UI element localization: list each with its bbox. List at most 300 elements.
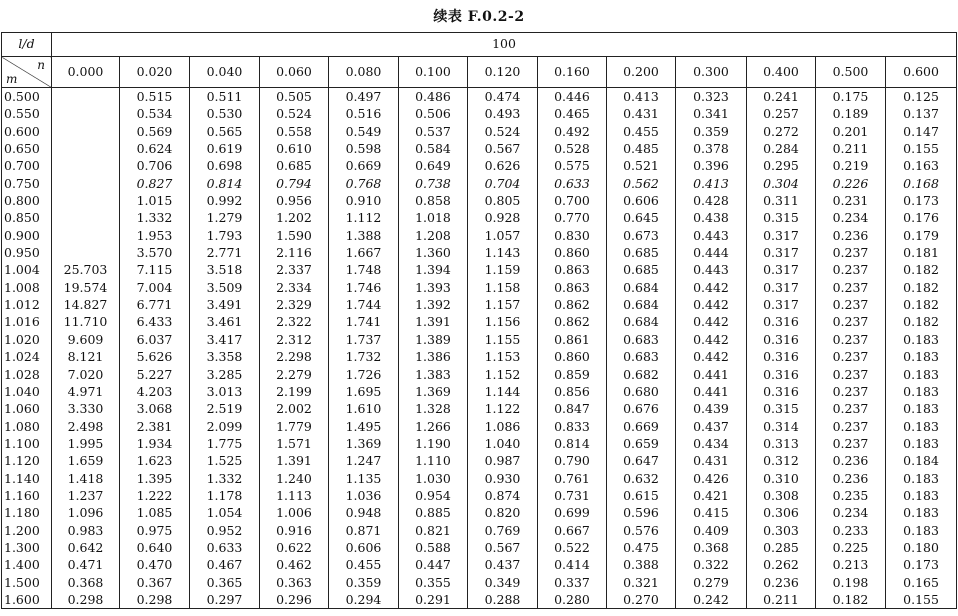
value-cell: 1.054: [206, 505, 243, 521]
value-cell: 1.222: [136, 487, 173, 503]
value-cell: 0.622: [276, 539, 312, 555]
value-cell: 3.518: [206, 262, 243, 278]
value-cell: 0.569: [136, 123, 173, 139]
value-cell: 0.285: [763, 539, 799, 555]
value-cell: 0.317: [763, 227, 799, 243]
value-cell: 0.669: [345, 158, 382, 174]
m-value-cell: 1.300: [4, 539, 40, 555]
value-cell: 0.534: [136, 106, 173, 122]
value-cell: [52, 88, 119, 105]
value-cell: 0.198: [832, 574, 869, 590]
value-cell: 0.176: [903, 210, 939, 226]
value-cell: 0.317: [763, 297, 799, 313]
value-cell: 1.418: [67, 470, 104, 486]
value-cell: 1.995: [67, 435, 104, 451]
value-cell: 0.315: [763, 401, 799, 417]
value-cell: 0.680: [623, 383, 659, 399]
value-cell: 0.184: [903, 453, 939, 469]
value-cell: 0.659: [623, 435, 659, 451]
value-column: [52, 88, 120, 609]
value-cell: 11.710: [63, 314, 108, 330]
value-column: [120, 88, 190, 609]
value-cell: 0.163: [903, 158, 939, 174]
value-cell: 0.438: [693, 210, 729, 226]
value-column: [538, 88, 607, 609]
value-cell: 0.272: [763, 123, 799, 139]
value-cell: 0.168: [903, 175, 939, 191]
n-value-header: 0.300: [676, 57, 747, 88]
value-cell: 2.312: [276, 331, 312, 347]
header-row-n: [2, 57, 957, 88]
value-cell: 0.830: [554, 227, 590, 243]
value-cell: 1.695: [345, 383, 382, 399]
value-cell: 1.746: [345, 279, 382, 295]
value-cell: 0.860: [554, 245, 590, 261]
value-cell: 0.649: [415, 158, 451, 174]
value-cell: 0.506: [415, 106, 451, 122]
value-cell: 0.414: [554, 557, 590, 573]
value-cell: 0.930: [484, 470, 521, 486]
value-cell: 1.328: [415, 401, 451, 417]
value-cell: 0.165: [903, 574, 939, 590]
value-cell: 2.381: [136, 418, 173, 434]
value-cell: 0.225: [832, 539, 869, 555]
value-cell: 1.623: [136, 453, 173, 469]
m-value-cell: 1.008: [4, 279, 40, 295]
value-cell: 0.237: [832, 401, 869, 417]
value-cell: 6.433: [136, 314, 173, 330]
value-cell: 0.155: [903, 591, 939, 607]
value-cell: 0.234: [832, 505, 869, 521]
value-cell: 7.020: [67, 366, 104, 382]
value-cell: 0.863: [554, 279, 590, 295]
value-cell: 0.315: [763, 210, 799, 226]
value-cell: 0.916: [276, 522, 312, 538]
value-cell: 0.954: [415, 487, 451, 503]
table-body-row: [2, 88, 957, 609]
m-value-cell: 1.140: [4, 470, 40, 486]
value-cell: 0.349: [484, 574, 521, 590]
value-cell: 0.492: [554, 123, 590, 139]
value-cell: 25.703: [63, 262, 108, 278]
m-value-cell: 0.500: [4, 89, 40, 104]
value-cell: 0.497: [345, 89, 382, 104]
value-cell: 2.298: [276, 349, 312, 365]
value-cell: 0.378: [693, 141, 729, 157]
value-cell: 0.704: [484, 175, 521, 191]
value-cell: 0.439: [693, 401, 729, 417]
value-column: [399, 88, 468, 609]
value-cell: 0.183: [903, 435, 939, 451]
value-cell: 0.219: [832, 158, 869, 174]
value-cell: 0.421: [693, 487, 729, 503]
m-value-cell: 0.800: [4, 193, 40, 209]
value-cell: 1.015: [136, 193, 173, 209]
value-cell: 0.647: [623, 453, 659, 469]
value-cell: 0.236: [832, 470, 869, 486]
value-cell: 0.575: [554, 158, 590, 174]
value-cell: 1.391: [415, 314, 451, 330]
value-cell: 0.409: [693, 522, 729, 538]
value-cell: 0.619: [206, 141, 243, 157]
value-cell: 1.155: [484, 331, 521, 347]
value-cell: 0.237: [832, 297, 869, 313]
value-cell: 0.606: [623, 193, 659, 209]
value-cell: 0.437: [484, 557, 521, 573]
value-cell: 0.588: [415, 539, 451, 555]
n-value-header: 0.500: [816, 57, 886, 88]
value-cell: 0.312: [763, 453, 799, 469]
m-value-cell: 1.200: [4, 522, 40, 538]
value-cell: 0.821: [415, 522, 451, 538]
value-cell: 2.116: [276, 245, 312, 261]
value-cell: 1.332: [206, 470, 243, 486]
value-cell: 1.159: [484, 262, 521, 278]
header-row-ld: [2, 33, 957, 57]
m-value-cell: 1.180: [4, 505, 40, 521]
value-cell: 0.987: [484, 453, 521, 469]
value-cell: 0.474: [484, 89, 521, 104]
table-caption: 续表 F.0.2-2: [433, 9, 525, 25]
value-cell: 3.461: [206, 314, 243, 330]
m-axis-label: m: [6, 72, 18, 86]
value-cell: 0.606: [345, 539, 382, 555]
value-cell: 0.505: [276, 89, 312, 104]
value-cell: 1.332: [136, 210, 173, 226]
value-cell: 1.393: [415, 279, 451, 295]
value-cell: 0.598: [345, 141, 382, 157]
value-cell: 0.493: [484, 106, 521, 122]
value-cell: 0.298: [136, 591, 173, 607]
m-value-cell: 1.600: [4, 591, 40, 607]
value-cell: [52, 209, 119, 226]
value-cell: 0.465: [554, 106, 590, 122]
value-cell: 0.567: [484, 539, 521, 555]
value-cell: 0.234: [832, 210, 869, 226]
value-cell: 0.667: [554, 522, 590, 538]
value-cell: 0.684: [623, 297, 659, 313]
value-cell: 0.368: [693, 539, 729, 555]
value-cell: 0.441: [693, 383, 729, 399]
value-cell: 0.233: [832, 522, 869, 538]
value-cell: [52, 140, 119, 157]
value-cell: 0.706: [136, 158, 173, 174]
value-cell: 0.175: [832, 89, 869, 104]
value-cell: 0.576: [623, 522, 659, 538]
value-cell: 0.304: [763, 175, 799, 191]
value-cell: 0.279: [693, 574, 729, 590]
value-cell: 0.183: [903, 366, 939, 382]
value-cell: 1.934: [136, 435, 173, 451]
value-cell: 0.182: [903, 262, 939, 278]
value-cell: 1.030: [415, 470, 451, 486]
value-cell: 0.341: [693, 106, 729, 122]
value-cell: 0.820: [484, 505, 521, 521]
value-cell: 4.971: [67, 383, 104, 399]
ld-value: 100: [52, 33, 957, 57]
value-cell: 0.237: [832, 245, 869, 261]
value-cell: 1.208: [415, 227, 451, 243]
value-cell: 0.291: [415, 591, 451, 607]
value-cell: 0.948: [345, 505, 382, 521]
coefficient-table: [1, 32, 957, 609]
value-cell: 0.413: [623, 89, 659, 104]
value-cell: 0.211: [832, 141, 869, 157]
value-cell: 0.231: [832, 193, 869, 209]
value-column: [190, 88, 260, 609]
value-cell: [52, 244, 119, 261]
value-cell: 14.827: [63, 297, 108, 313]
value-cell: 0.863: [554, 262, 590, 278]
value-cell: [52, 123, 119, 140]
n-value-header: 0.060: [260, 57, 329, 88]
value-cell: 0.388: [623, 557, 659, 573]
value-cell: 0.317: [763, 245, 799, 261]
value-cell: 0.700: [554, 193, 590, 209]
value-cell: 0.885: [415, 505, 451, 521]
value-cell: 0.761: [554, 470, 590, 486]
value-cell: 0.173: [903, 557, 939, 573]
value-cell: 5.227: [136, 366, 173, 382]
value-cell: 0.699: [554, 505, 590, 521]
value-cell: 3.358: [206, 349, 243, 365]
value-cell: 1.383: [415, 366, 451, 382]
value-cell: 0.155: [903, 141, 939, 157]
value-cell: 0.237: [832, 279, 869, 295]
n-axis-label: n: [37, 58, 45, 72]
m-value-cell: 1.020: [4, 331, 40, 347]
value-cell: 0.442: [693, 297, 729, 313]
value-cell: 0.237: [832, 314, 869, 330]
value-cell: 0.676: [623, 401, 659, 417]
value-cell: 0.462: [276, 557, 312, 573]
value-cell: 0.242: [693, 591, 729, 607]
value-cell: 0.928: [484, 210, 521, 226]
corner-header-cell: [2, 57, 52, 88]
value-cell: 0.183: [903, 418, 939, 434]
value-cell: 0.337: [554, 574, 590, 590]
n-value-header: 0.040: [190, 57, 260, 88]
m-value-cell: 1.080: [4, 418, 40, 434]
value-cell: 0.237: [832, 262, 869, 278]
value-cell: 1.156: [484, 314, 521, 330]
value-cell: 0.485: [623, 141, 659, 157]
value-cell: 0.297: [206, 591, 243, 607]
value-cell: 0.633: [206, 539, 243, 555]
value-cell: 3.570: [136, 245, 173, 261]
value-column: [260, 88, 329, 609]
value-cell: 0.596: [623, 505, 659, 521]
value-cell: 0.642: [67, 539, 104, 555]
value-cell: 0.475: [623, 539, 659, 555]
value-cell: 0.669: [623, 418, 659, 434]
value-cell: 0.673: [623, 227, 659, 243]
value-cell: 0.428: [693, 193, 729, 209]
value-cell: 1.360: [415, 245, 451, 261]
value-cell: 1.610: [345, 401, 382, 417]
value-cell: 1.086: [484, 418, 521, 434]
value-cell: 1.389: [415, 331, 451, 347]
m-value-cell: 0.950: [4, 245, 40, 261]
value-column: [329, 88, 399, 609]
n-value-header: 0.160: [538, 57, 607, 88]
value-cell: 8.121: [67, 349, 104, 365]
value-cell: 0.441: [693, 366, 729, 382]
value-cell: 0.298: [67, 591, 104, 607]
value-cell: 0.860: [554, 349, 590, 365]
value-cell: 2.519: [206, 401, 243, 417]
value-cell: 0.861: [554, 331, 590, 347]
value-cell: 2.322: [276, 314, 312, 330]
value-cell: 0.874: [484, 487, 521, 503]
value-cell: 1.737: [345, 331, 382, 347]
value-cell: 0.770: [554, 210, 590, 226]
value-cell: 0.470: [136, 557, 173, 573]
value-cell: 0.183: [903, 487, 939, 503]
value-cell: 0.684: [623, 314, 659, 330]
value-cell: 1.240: [276, 470, 312, 486]
value-cell: 0.321: [623, 574, 659, 590]
value-cell: 0.442: [693, 349, 729, 365]
value-cell: 0.213: [832, 557, 869, 573]
m-value-cell: 0.700: [4, 158, 40, 174]
value-cell: 2.337: [276, 262, 312, 278]
m-value-cell: 1.100: [4, 435, 40, 451]
value-cell: 0.530: [206, 106, 243, 122]
value-cell: 7.115: [136, 262, 173, 278]
value-cell: 0.284: [763, 141, 799, 157]
value-cell: 0.610: [276, 141, 312, 157]
value-column: [747, 88, 816, 609]
value-cell: 0.183: [903, 505, 939, 521]
n-value-header: 0.200: [607, 57, 676, 88]
value-cell: 0.685: [623, 262, 659, 278]
value-cell: 0.443: [693, 262, 729, 278]
value-cell: 0.363: [276, 574, 312, 590]
value-cell: [52, 105, 119, 122]
value-cell: 0.814: [206, 175, 243, 191]
value-cell: 1.157: [484, 297, 521, 313]
value-cell: 0.316: [763, 314, 799, 330]
value-cell: 0.211: [763, 591, 799, 607]
value-cell: 0.640: [136, 539, 173, 555]
value-cell: 1.110: [415, 453, 451, 469]
m-value-cell: 0.550: [4, 106, 40, 122]
value-cell: 0.355: [415, 574, 451, 590]
value-cell: 0.856: [554, 383, 590, 399]
m-value-cell: 1.016: [4, 314, 40, 330]
value-cell: 1.394: [415, 262, 451, 278]
value-cell: 0.237: [832, 366, 869, 382]
m-value-cell: 1.024: [4, 349, 40, 365]
value-cell: 0.511: [206, 89, 243, 104]
value-cell: 0.431: [693, 453, 729, 469]
value-cell: 9.609: [67, 331, 104, 347]
value-cell: 0.910: [345, 193, 382, 209]
m-value-cell: 1.004: [4, 262, 40, 278]
value-cell: 0.296: [276, 591, 312, 607]
n-value-header: 0.100: [399, 57, 468, 88]
m-value-cell: 1.400: [4, 557, 40, 573]
value-column: [886, 88, 957, 609]
value-cell: 1.266: [415, 418, 451, 434]
value-cell: 1.247: [345, 453, 382, 469]
value-cell: 0.768: [345, 175, 382, 191]
value-cell: 0.180: [903, 539, 939, 555]
m-value-cell: 1.012: [4, 297, 40, 313]
value-cell: 2.771: [206, 245, 243, 261]
value-cell: 0.310: [763, 470, 799, 486]
value-cell: 1.202: [276, 210, 312, 226]
value-cell: 0.455: [345, 557, 382, 573]
value-cell: 0.522: [554, 539, 590, 555]
value-cell: 1.525: [206, 453, 243, 469]
value-cell: 1.143: [484, 245, 521, 261]
value-cell: 1.779: [276, 418, 312, 434]
value-cell: 0.443: [693, 227, 729, 243]
value-cell: 0.183: [903, 401, 939, 417]
value-cell: 0.794: [276, 175, 312, 191]
value-cell: 0.322: [693, 557, 729, 573]
value-cell: 1.113: [276, 487, 312, 503]
value-cell: 1.158: [484, 279, 521, 295]
value-cell: 0.624: [136, 141, 173, 157]
value-cell: 0.236: [763, 574, 799, 590]
value-cell: 0.805: [484, 193, 521, 209]
n-value-header: 0.080: [329, 57, 399, 88]
value-cell: 2.334: [276, 279, 312, 295]
value-cell: 0.201: [832, 123, 869, 139]
value-cell: 0.645: [623, 210, 659, 226]
value-cell: 0.316: [763, 366, 799, 382]
value-cell: 0.226: [832, 175, 869, 191]
value-cell: 0.426: [693, 470, 729, 486]
value-cell: 1.748: [345, 262, 382, 278]
value-cell: 1.018: [415, 210, 451, 226]
value-cell: 0.396: [693, 158, 729, 174]
value-cell: 0.871: [345, 522, 382, 538]
value-cell: 0.288: [484, 591, 521, 607]
value-cell: 0.437: [693, 418, 729, 434]
value-cell: 7.004: [136, 279, 173, 295]
value-cell: 0.952: [206, 522, 243, 538]
value-cell: 6.037: [136, 331, 173, 347]
value-cell: 3.068: [136, 401, 173, 417]
m-value-column: [2, 88, 52, 609]
value-cell: 1.369: [345, 435, 382, 451]
value-cell: 0.317: [763, 279, 799, 295]
value-cell: 19.574: [63, 279, 108, 295]
value-cell: 0.524: [484, 123, 521, 139]
value-cell: 1.953: [136, 227, 173, 243]
m-value-cell: 1.028: [4, 366, 40, 382]
value-cell: 0.549: [345, 123, 382, 139]
value-cell: 1.057: [484, 227, 521, 243]
value-cell: 0.313: [763, 435, 799, 451]
value-cell: [52, 227, 119, 244]
value-cell: 0.182: [903, 314, 939, 330]
value-cell: 0.537: [415, 123, 451, 139]
value-cell: 1.732: [345, 349, 382, 365]
value-cell: 0.182: [903, 279, 939, 295]
value-cell: 0.183: [903, 383, 939, 399]
value-cell: 0.303: [763, 522, 799, 538]
value-cell: 0.316: [763, 349, 799, 365]
value-cell: 0.447: [415, 557, 451, 573]
value-cell: 1.395: [136, 470, 173, 486]
value-cell: 0.308: [763, 487, 799, 503]
value-cell: 1.392: [415, 297, 451, 313]
